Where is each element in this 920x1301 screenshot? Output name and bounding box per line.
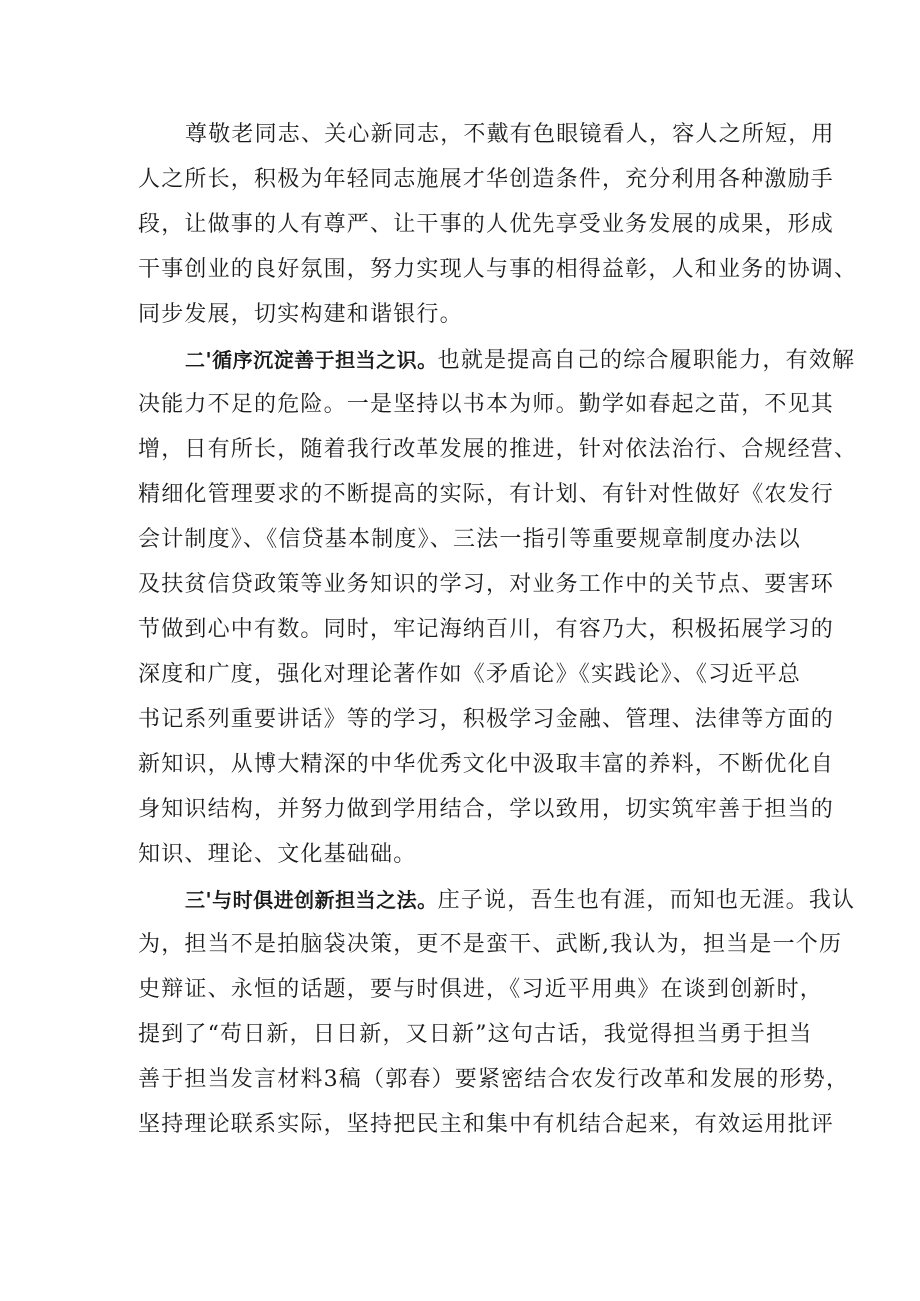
paragraph-line: 身知识结构，并努力做到学用结合，学以致用，切实筑牢善于担当的 — [138, 797, 835, 822]
paragraph-first-line — [185, 885, 855, 916]
paragraph-line: 提到了“苟日新，日日新，又日新”这句古话，我觉得担当勇于担当 — [138, 1022, 813, 1047]
paragraph-line: 段，让做事的人有尊严、让干事的人优先享受业务发展的成果，形成 — [138, 212, 835, 237]
paragraph-line: 决能力不足的危险。一是坚持以书本为师。勤学如春起之苗，不见其 — [138, 392, 835, 417]
paragraph-line: 尊敬老同志、关心新同志，不戴有色眼镜看人，容人之所短，用 — [185, 122, 835, 147]
paragraph-line: 书记系列重要讲话》等的学习，积极学习金融、管理、法律等方面的 — [138, 707, 835, 732]
paragraph-line: 新知识，从博大精深的中华优秀文化中汲取丰富的养料，不断优化自 — [138, 752, 835, 777]
paragraph-line: 坚持理论联系实际，坚持把民主和集中有机结合起来，有效运用批评 — [138, 1112, 835, 1137]
section-heading: 二'循序沉淀善于担当之识。 — [185, 348, 438, 372]
paragraph-line: 及扶贫信贷政策等业务知识的学习，对业务工作中的关节点、要害环 — [138, 572, 835, 597]
paragraph-text: 也就是提高自己的综合履职能力，有效解 — [437, 348, 856, 373]
paragraph-line: 善于担当发言材料3稿（郭春）要紧密结合农发行改革和发展的形势， — [138, 1067, 850, 1092]
paragraph-line: 精细化管理要求的不断提高的实际，有计划、有针对性做好《农发行 — [138, 482, 835, 507]
paragraph-line: 深度和广度，强化对理论著作如《矛盾论》《实践论》、《习近平总 — [138, 662, 802, 687]
paragraph-line: 知识、理论、文化基础础。 — [138, 842, 417, 867]
paragraph-line: 增，日有所长，随着我行改革发展的推进，针对依法治行、合规经营、 — [138, 437, 858, 462]
paragraph-line: 同步发展，切实构建和谐银行。 — [138, 302, 463, 327]
paragraph-line: 干事创业的良好氛围，努力实现人与事的相得益彰，人和业务的协调、 — [138, 257, 858, 282]
paragraph-first-line — [185, 345, 855, 376]
section-heading: 三'与时俱进创新担当之法。 — [185, 888, 438, 912]
paragraph-line: 史辩证、永恒的话题，要与时俱进，《习近平用典》在谈到创新时， — [138, 977, 824, 1002]
paragraph-line: 人之所长，积极为年轻同志施展才华创造条件，充分利用各种激励手 — [138, 167, 835, 192]
paragraph-text: 庄子说，吾生也有涯，而知也无涯。我认 — [437, 888, 856, 913]
paragraph-line: 节做到心中有数。同时，牢记海纳百川，有容乃大，积极拓展学习的 — [138, 617, 835, 642]
paragraph-line: 为，担当不是拍脑袋决策，更不是蛮干、武断,我认为，担当是一个历 — [138, 932, 843, 957]
paragraph-line: 会计制度》、《信贷基本制度》、三法一指引等重要规章制度办法以 — [138, 527, 802, 552]
